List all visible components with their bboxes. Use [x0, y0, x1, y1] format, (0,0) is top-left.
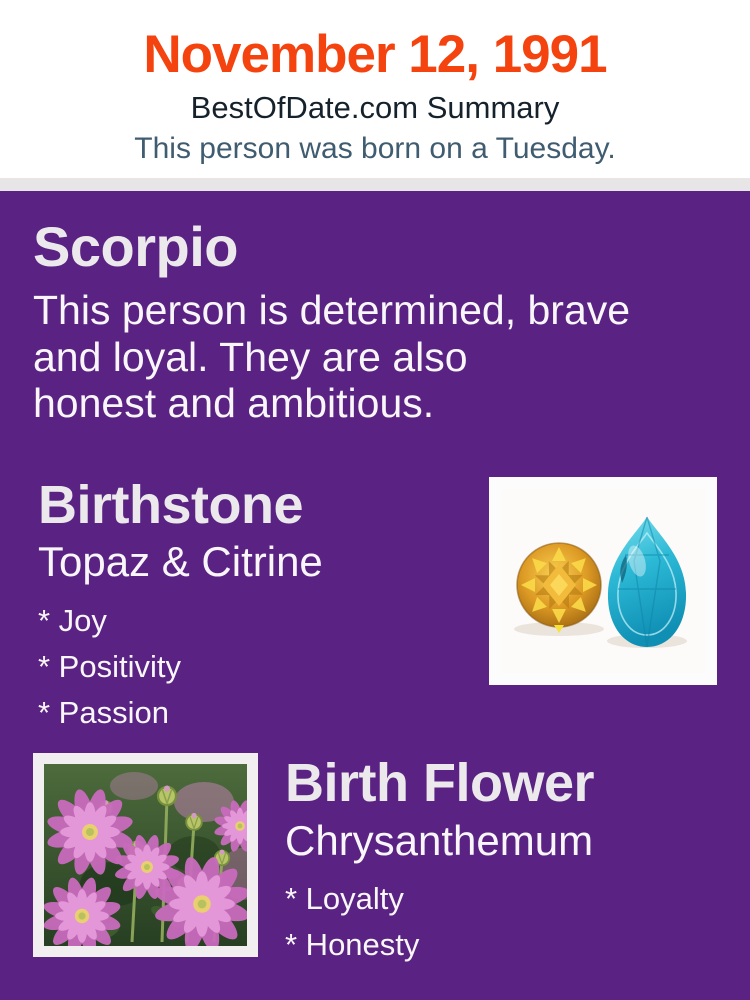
details-panel	[0, 191, 750, 1000]
birthstone-trait: * Positivity	[38, 648, 181, 684]
zodiac-description-line: and loyal. They are also	[33, 333, 468, 380]
site-summary-line: BestOfDate.com Summary	[190, 90, 560, 126]
divider-strip	[0, 178, 750, 191]
birthstone-photo	[489, 477, 717, 685]
birthstone-trait: * Joy	[38, 602, 107, 638]
birth-flower-trait: * Honesty	[285, 927, 420, 963]
card-header	[0, 0, 750, 178]
birth-flower-title: Birth Flower	[285, 753, 595, 814]
birth-flower-text-column	[285, 755, 594, 963]
birthstone-trait: * Passion	[38, 695, 169, 731]
birth-flower-trait: * Loyalty	[285, 880, 404, 916]
birthstone-section	[33, 477, 717, 731]
zodiac-description-line: This person is determined, brave	[33, 286, 631, 333]
birthstone-value: Topaz & Citrine	[38, 538, 323, 586]
birth-flower-section	[33, 753, 717, 963]
zodiac-description	[33, 287, 717, 427]
birth-flower-value: Chrysanthemum	[285, 816, 594, 864]
zodiac-title: Scorpio	[33, 215, 238, 278]
gems-illustration	[501, 489, 705, 673]
birthstone-text-column	[33, 477, 323, 731]
date-title: November 12, 1991	[143, 25, 607, 84]
born-day-line: This person was born on a Tuesday.	[134, 131, 616, 165]
birthstone-title: Birthstone	[38, 475, 303, 536]
zodiac-description-line: honest and ambitious.	[33, 380, 435, 427]
birth-flower-photo	[33, 753, 258, 957]
chrysanthemum-illustration	[44, 764, 247, 946]
